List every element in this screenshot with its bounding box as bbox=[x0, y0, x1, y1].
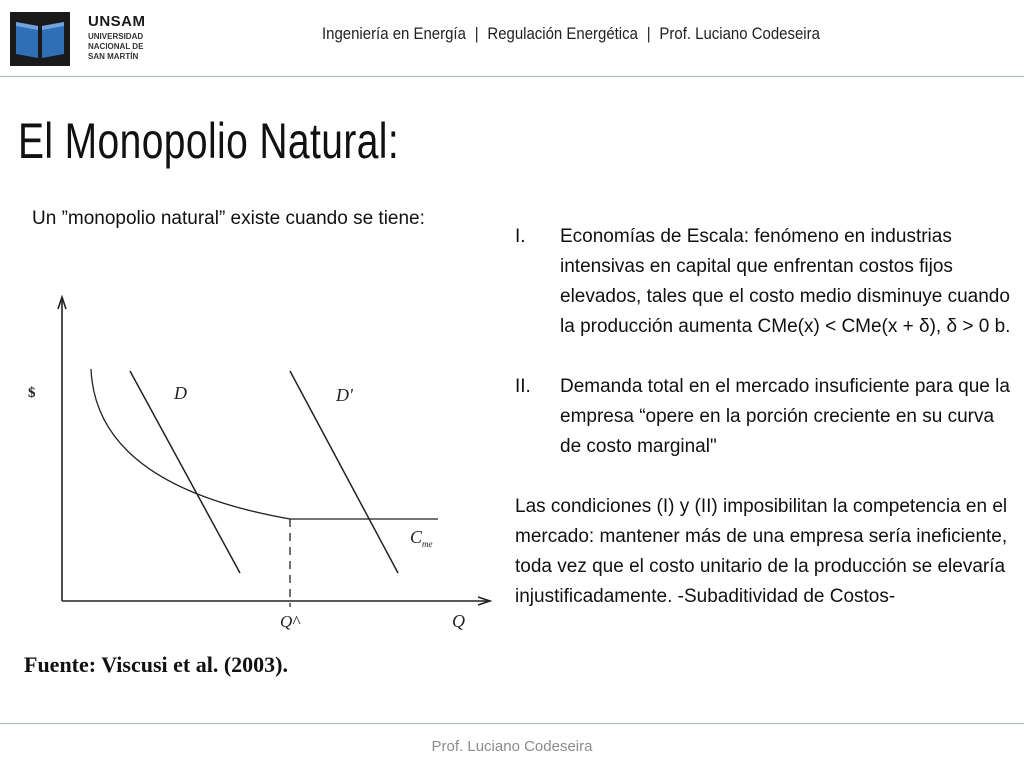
figure-source: Fuente: Viscusi et al. (2003). bbox=[24, 652, 288, 677]
logo-line: UNIVERSIDAD bbox=[88, 32, 144, 41]
logo-line: SAN MARTÍN bbox=[88, 52, 139, 61]
slide-title: El Monopolio Natural: bbox=[18, 113, 400, 169]
list-item bbox=[515, 372, 1015, 462]
list-item-number: II. bbox=[515, 376, 531, 397]
conclusion-text: Las condiciones (I) y (II) imposibilitan la competencia en el mercado: mantener más de una empresa sería ineficiente, toda vez que el costo unitario de la producción se elevaría injustificadamente. -Subaditividad de Costos- bbox=[515, 496, 1008, 607]
list-item-text: Economías de Escala: fenómeno en industrias intensivas en capital que enfrentan costos fijos elevados, tales que el costo medio disminuye cuando la producción aumenta CMe(x) < CMe(x + δ), δ > 0 b. bbox=[560, 226, 1011, 337]
footer-divider bbox=[0, 723, 1024, 724]
average-cost-curve bbox=[91, 369, 290, 519]
university-logo bbox=[10, 12, 160, 68]
header-divider bbox=[0, 76, 1024, 77]
book-icon bbox=[10, 12, 70, 66]
list-item-number: I. bbox=[515, 226, 526, 247]
header-separator: | bbox=[646, 24, 651, 43]
average-cost-label-main: C bbox=[410, 527, 423, 547]
x-axis-label: Q bbox=[452, 611, 465, 631]
monopoly-cost-diagram bbox=[18, 285, 498, 695]
header-professor: Prof. Luciano Codeseira bbox=[659, 24, 820, 43]
footer-author: Prof. Luciano Codeseira bbox=[431, 738, 593, 755]
average-cost-label-sub: me bbox=[422, 539, 433, 549]
list-item-text: Demanda total en el mercado insuficiente para que la empresa “opere en la porción creciente en su curva de costo marginal" bbox=[560, 376, 1010, 457]
header-separator: | bbox=[474, 24, 479, 43]
logo-name: UNSAM bbox=[88, 13, 146, 30]
header-course-info bbox=[322, 24, 820, 44]
demand-label-d-prime: D' bbox=[336, 385, 353, 405]
intro-text: Un ”monopolio natural” existe cuando se tiene: bbox=[32, 208, 425, 229]
logo-text bbox=[88, 14, 146, 62]
header-course: Ingeniería en Energía bbox=[322, 24, 466, 43]
header-subject: Regulación Energética bbox=[487, 24, 638, 43]
logo-line: NACIONAL DE bbox=[88, 42, 144, 51]
quantity-label: Q^ bbox=[280, 612, 300, 631]
average-cost-label bbox=[410, 527, 433, 549]
y-axis-label: $ bbox=[28, 385, 36, 401]
list-item bbox=[515, 222, 1015, 342]
conditions-list bbox=[515, 222, 1015, 612]
demand-label-d: D bbox=[174, 383, 187, 403]
